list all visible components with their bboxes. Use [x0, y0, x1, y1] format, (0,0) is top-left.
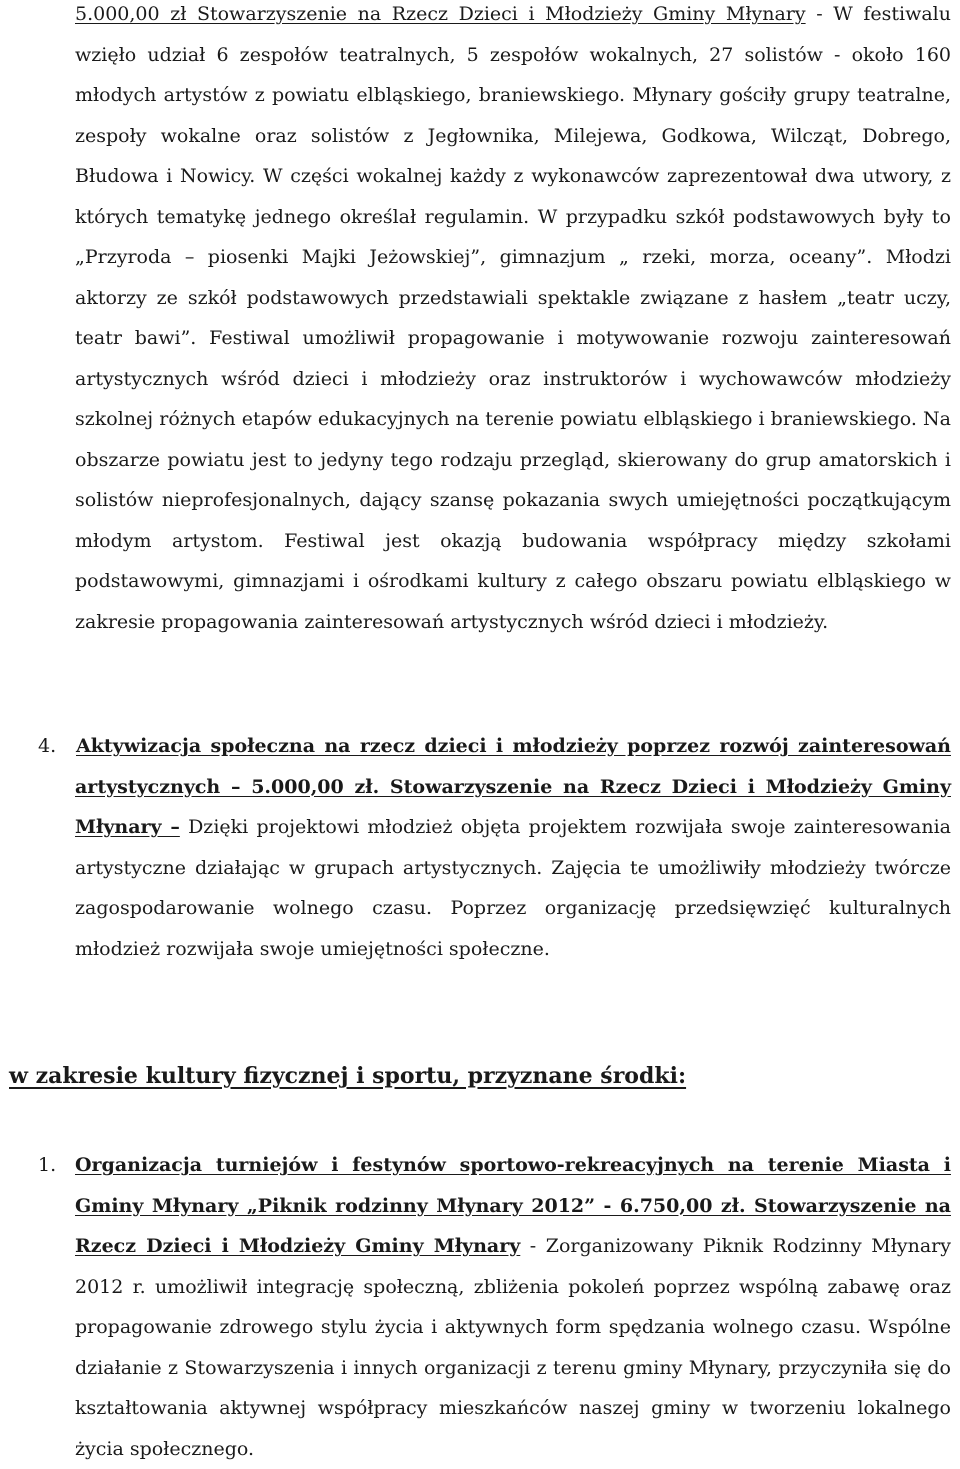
item-4-title: Aktywizacja społeczna na rzecz dzieci i młodzieży poprzez rozwój zainteresowań artystycznych – 5.000,00 zł. Stowarzyszenie na Rzecz Dzieci i Młodzieży Gminy Młynary – [75, 735, 951, 838]
festival-paragraph [75, 0, 951, 642]
item-1-paragraph [75, 1145, 951, 1469]
item-4-body: Dzięki projektowi młodzież objęta projektem rozwijała swoje zainteresowania artystyczne działając w grupach artystycznych. Zajęcia te umożliwiły młodzieży twórcze zagospodarowanie wolnego czasu. Poprzez organizację przedsięwzięć kulturalnych młodzież rozwijała swoje umiejętności społeczne. [75, 816, 951, 960]
section-heading-sport: w zakresie kultury fizycznej i sportu, przyznane środki: [9, 1063, 687, 1089]
festival-paragraph-text: - W festiwalu wzięło udział 6 zespołów teatralnych, 5 zespołów wokalnych, 27 solistów - około 160 młodych artystów z powiatu elbląskiego, braniewskiego. Młynary gościły grupy teatralne, zespoły wokalne oraz solistów z Jegłownika, Milejewa, Godkowa, Wilcząt, Dobrego, Błudowa i Nowicy. W części wokalnej każdy z wykonawców zaprezentował dwa utwory, z których tematykę jednego określał regulamin. W przypadku szkół podstawowych były to „Przyroda – piosenki Majki Jeżowskiej”, gimnazjum „ rzeki, morza, oceany”. Młodzi aktorzy ze szkół podstawowych przedstawiali spektakle związane z hasłem „teatr uczy, teatr bawi”. Festiwal umożliwił propagowanie i motywowanie rozwoju zainteresowań artystycznych wśród dzieci i młodzieży oraz instruktorów i wychowawców młodzieży szkolnej różnych etapów edukacyjnych na terenie powiatu elbląskiego i braniewskiego. Na obszarze powiatu jest to jedyny tego rodzaju przegląd, skierowany do grup amatorskich i solistów nieprofesjonalnych, dający szansę pokazania swych umiejętności początkującym młodym artystom. Festiwal jest okazją budowania współpracy między szkołami podstawowymi, gimnazjami i ośrodkami kultury z całego obszaru powiatu elbląskiego w zakresie propagowania zainteresowań artystycznych wśród dzieci i młodzieży. [75, 3, 951, 633]
grant-amount-underlined: 5.000,00 zł Stowarzyszenie na Rzecz Dzieci i Młodzieży Gminy Młynary [75, 3, 806, 25]
item-4-paragraph [75, 726, 951, 969]
item-1-title: Organizacja turniejów i festynów sportowo-rekreacyjnych na terenie Miasta i Gminy Młynary „Piknik rodzinny Młynary 2012” - 6.750,00 zł. Stowarzyszenie na Rzecz Dzieci i Młodzieży Gminy Młynary [75, 1154, 951, 1257]
item-1-number: 1. [38, 1154, 57, 1176]
item-4-number: 4. [38, 735, 57, 757]
item-1-body: - Zorganizowany Piknik Rodzinny Młynary 2012 r. umożliwił integrację społeczną, zbliżenia pokoleń poprzez wspólną zabawę oraz propagowanie zdrowego stylu życia i aktywnych form spędzania wolnego czasu. Wspólne działanie z Stowarzyszenia i innych organizacji z terenu gminy Młynary, przyczyniła się do kształtowania aktywnej współpracy mieszkańców naszej gminy w tworzeniu lokalnego życia społecznego. [75, 1235, 951, 1460]
